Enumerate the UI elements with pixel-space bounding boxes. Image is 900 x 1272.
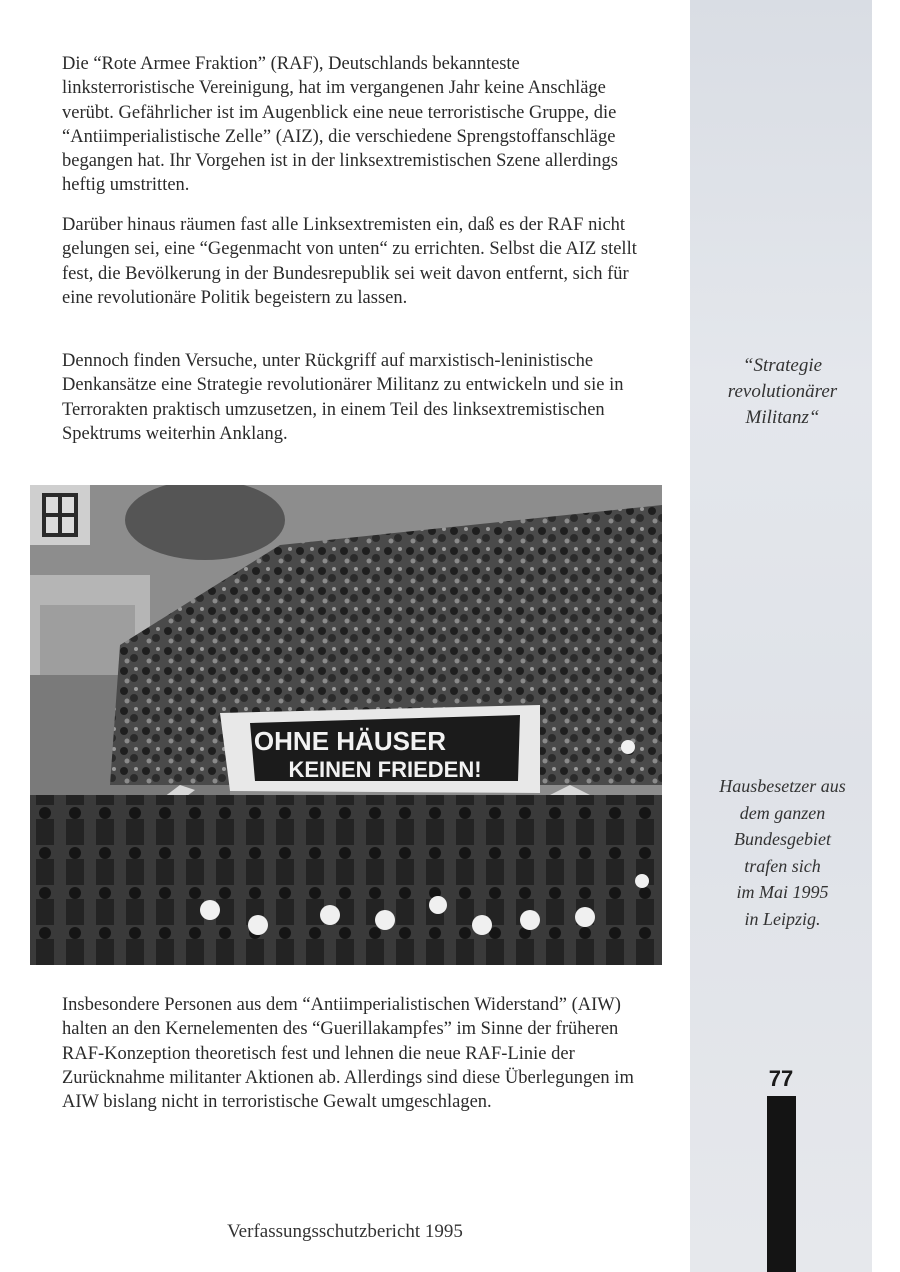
banner-text-line1: OHNE HÄUSER [253,726,447,756]
margin-quote-line: Militanz“ [745,407,820,428]
margin-quote-line: revolutionärer [727,381,838,402]
banner-text-line2: KEINEN FRIEDEN! [288,757,482,782]
photo-caption-line: Bundesgebiet [734,829,831,849]
body-paragraph-3: Dennoch finden Versuche, unter Rückgriff auf marxistisch-leninistische Denkansätze eine Strategie revolutionärer Militanz zu entwickeln und sie in Terrorakten praktisch umzusetzen, in einem Teil des linksextremistischen Spektrums weiterhin Anklang. [62,351,624,444]
photo-caption-line: trafen sich [744,855,821,876]
photo-caption-line: dem ganzen [739,802,826,823]
margin-quote-line: “Strategie [742,355,823,376]
body-paragraph-2: Darüber hinaus räumen fast alle Linksextremisten ein, daß es der RAF nicht gelungen sei, eine “Gegenmacht von unten“ zu errichten. Selbst die AIZ stellt fest, die Bevölkerung in der Bundesrepublik sei weit davon entfernt, sich für eine revolutionäre Politik begeistern zu lassen. [62,215,637,308]
margin-quote [700,353,865,431]
body-paragraph-1: Die “Rote Armee Fraktion” (RAF), Deutschlands bekannteste linksterroristische Vereinigung, hat im vergangenen Jahr keine Anschläge verübt. Gefährlicher ist im Augenblick eine neue terroristische Gruppe, die “Antiimperialistische Zelle” (AIZ), die verschiedene Sprengstoffanschläge begangen hat. Ihr Vorgehen ist in der linksextremistischen Szene allerdings heftig umstritten. [62,54,618,196]
demonstration-photo [30,485,662,965]
footer-publication: Verfassungsschutzbericht 1995 [227,1221,463,1242]
photo-caption-line: im Mai 1995 [736,882,829,902]
page-thumb-bar [767,1096,796,1272]
photo-caption [700,773,865,932]
photo-caption-line: in Leipzig. [744,908,821,929]
photo-caption-line: Hausbesetzer aus [719,776,846,796]
body-paragraph-4: Insbesondere Personen aus dem “Antiimperialistischen Widerstand” (AIW) halten an den Kernelementen des “Guerillakampfes” im Sinne der früheren RAF-Konzeption theoretisch fest und lehnen die neue RAF-Linie der Zurücknahme militanter Aktionen ab. Allerdings sind diese Überlegungen im AIW bislang nicht in terroristische Gewalt umgeschlagen. [62,995,634,1113]
page-number: 77 [768,1066,794,1091]
photo-illustration [30,485,662,965]
